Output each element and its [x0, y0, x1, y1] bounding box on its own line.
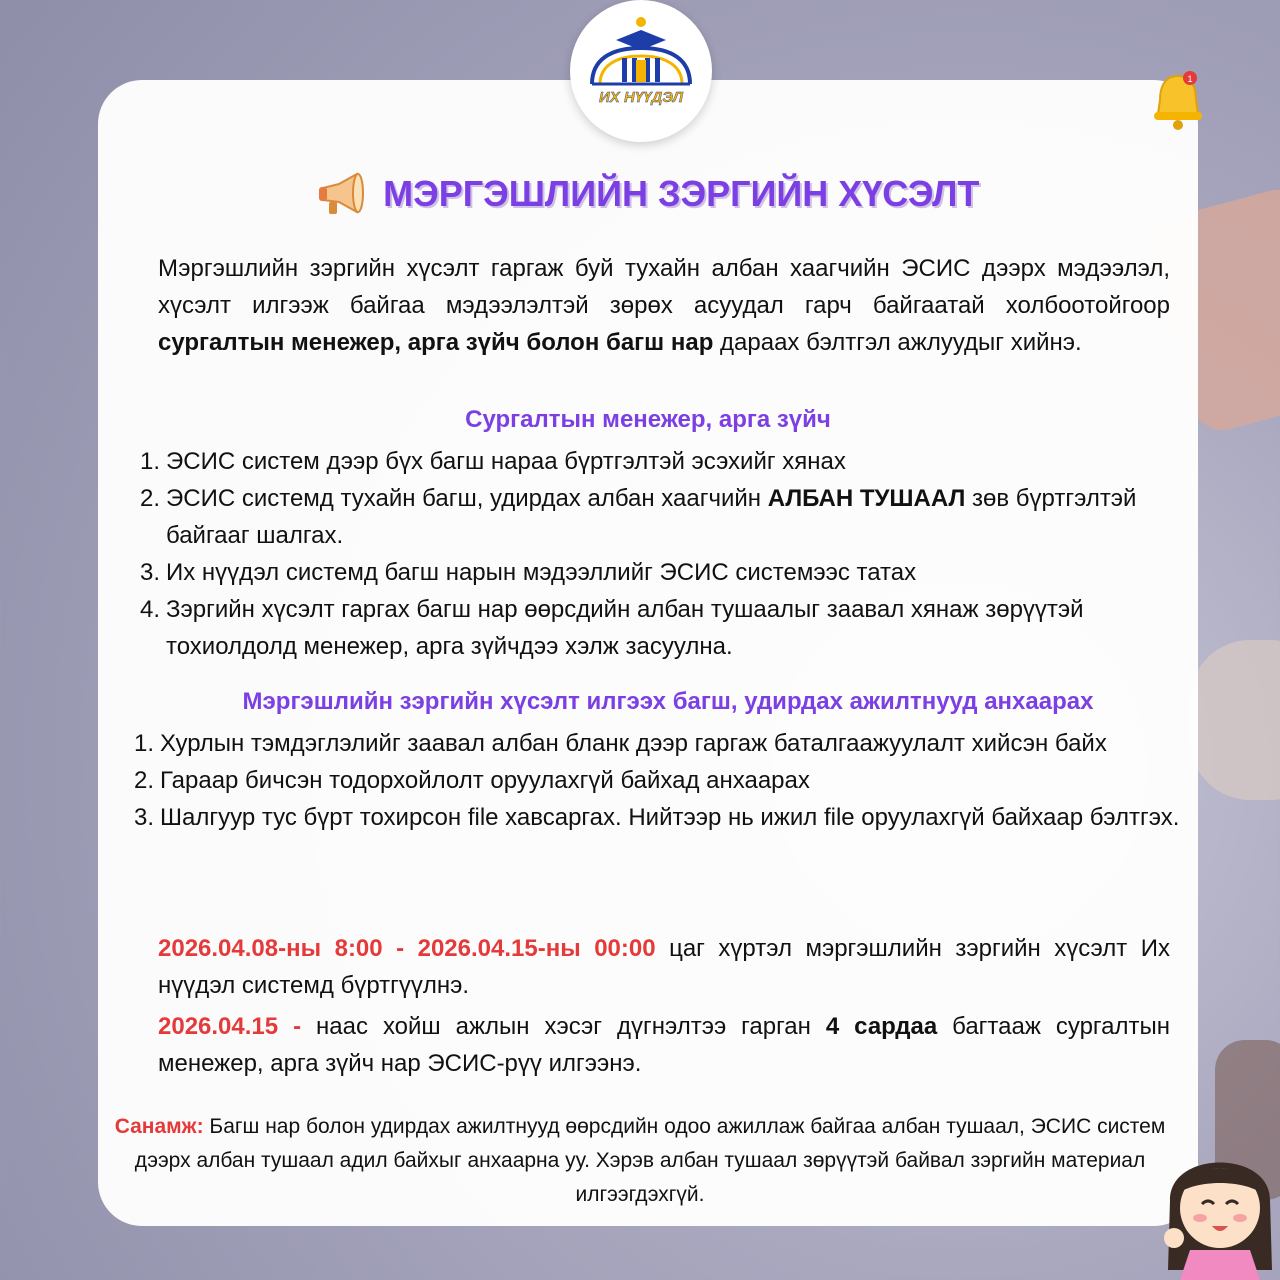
reminder-note — [110, 1110, 1170, 1212]
title-row — [98, 172, 1198, 222]
list-number: 2. — [140, 485, 161, 512]
managers-list — [140, 443, 1150, 665]
intro-text-end: дараах бэлтгэл ажлуудыг хийнэ. — [713, 329, 1082, 356]
logo — [570, 0, 712, 142]
intro-text: Мэргэшлийн зэргийн хүсэлт гаргаж буй тухайн албан хаагчийн ЭСИС дээрх мэдээлэл, хүсэлт илгээж байгаа мэдээлэлтэй зөрөх асуудал гарч байгаатай холбоотойгоор — [158, 255, 1170, 319]
list-number: 1. — [140, 448, 161, 475]
svg-text:1: 1 — [1187, 74, 1193, 84]
list-number: 1. — [134, 730, 155, 757]
deadline-bold: 4 сардаа — [825, 1013, 938, 1040]
deadline-date: 2026.04.15 - — [158, 1013, 302, 1040]
deadline-text: наас хойш ажлын хэсэг дүгнэлтээ гарган — [301, 1013, 826, 1040]
logo-text: ИХ НҮҮДЭЛ — [598, 89, 684, 106]
list-item-text: Хурлын тэмдэглэлийг заавал албан бланк дээр гаргаж баталгаажуулалт хийсэн байх — [160, 730, 1107, 757]
bell-icon — [1150, 68, 1206, 132]
page-title: МЭРГЭШЛИЙН ЗЭРГИЙН ХҮСЭЛТ — [383, 173, 980, 214]
list-item-text-end: зөв бүртгэлтэй байгааг шалгах. — [166, 485, 1137, 549]
deadline-dates: 2026.04.08-ны 8:00 - 2026.04.15-ны 00:00 — [158, 935, 656, 962]
note-text: Багш нар болон удирдах ажилтнууд өөрсдийн одоо ажиллаж байгаа албан тушаал, ЭСИС систем дээрх албан тушаал адил байхыг анхаарна уу. Хэрэв албан тушаал зөрүүтэй байвал зэргийн материал илгээгдэхгүй. — [134, 1115, 1166, 1206]
list-item-text: Шалгуур тус бүрт тохирсон file хавсаргах. Нийтээр нь ижил file оруулахгүй байхаар бэлтгэх. — [160, 804, 1180, 831]
deadline-submission — [158, 1008, 1170, 1082]
deadline-text-end: багтааж сургалтын менежер, арга зүйч нар ЭСИС-рүү илгээнэ. — [158, 1013, 1171, 1077]
list-item — [140, 554, 1150, 591]
list-number: 4. — [140, 596, 161, 623]
girl-illustration-icon — [1160, 1130, 1280, 1280]
list-item-text: Гараар бичсэн тодорхойлолт оруулахгүй байхад анхаарах — [160, 767, 810, 794]
list-number: 3. — [140, 559, 161, 586]
list-item — [140, 480, 1150, 554]
intro-bold-text: сургалтын менежер, арга зүйч болон багш нар — [158, 329, 714, 356]
intro-paragraph — [158, 250, 1170, 361]
section-heading-teachers: Мэргэшлийн зэргийн хүсэлт илгээх багш, удирдах ажилтнууд анхаарах — [242, 688, 1094, 715]
list-number: 2. — [134, 767, 155, 794]
background-shape — [1190, 640, 1280, 800]
list-item-text: ЭСИС систем дээр бүх багш нараа бүртгэлтэй эсэхийг хянах — [166, 448, 846, 475]
list-item — [134, 725, 1184, 762]
list-item — [134, 799, 1184, 836]
list-item-bold: АЛБАН ТУШААЛ — [767, 485, 966, 512]
list-item-text: ЭСИС системд тухайн багш, удирдах албан хаагчийн — [166, 485, 768, 512]
list-item — [140, 591, 1150, 665]
list-number: 3. — [134, 804, 155, 831]
deadline-text: цаг хүртэл мэргэшлийн зэргийн хүсэлт Их нүүдэл системд бүртгүүлнэ. — [158, 935, 1170, 999]
deadline-registration — [158, 930, 1170, 1004]
teachers-list — [134, 725, 1184, 836]
list-item — [134, 762, 1184, 799]
list-item-text: Их нүүдэл системд багш нарын мэдээллийг ЭСИС системээс татах — [166, 559, 917, 586]
note-label: Санамж: — [114, 1115, 204, 1138]
logo-emblem-icon — [570, 0, 712, 142]
megaphone-icon — [317, 172, 367, 216]
list-item — [140, 443, 1150, 480]
list-item-text: Зэргийн хүсэлт гаргах багш нар өөрсдийн албан тушаалыг заавал хянаж зөрүүтэй тохиолдолд менежер, арга зүйчдээ хэлж засуулна. — [166, 596, 1084, 660]
section-heading-managers: Сургалтын менежер, арга зүйч — [465, 406, 831, 433]
